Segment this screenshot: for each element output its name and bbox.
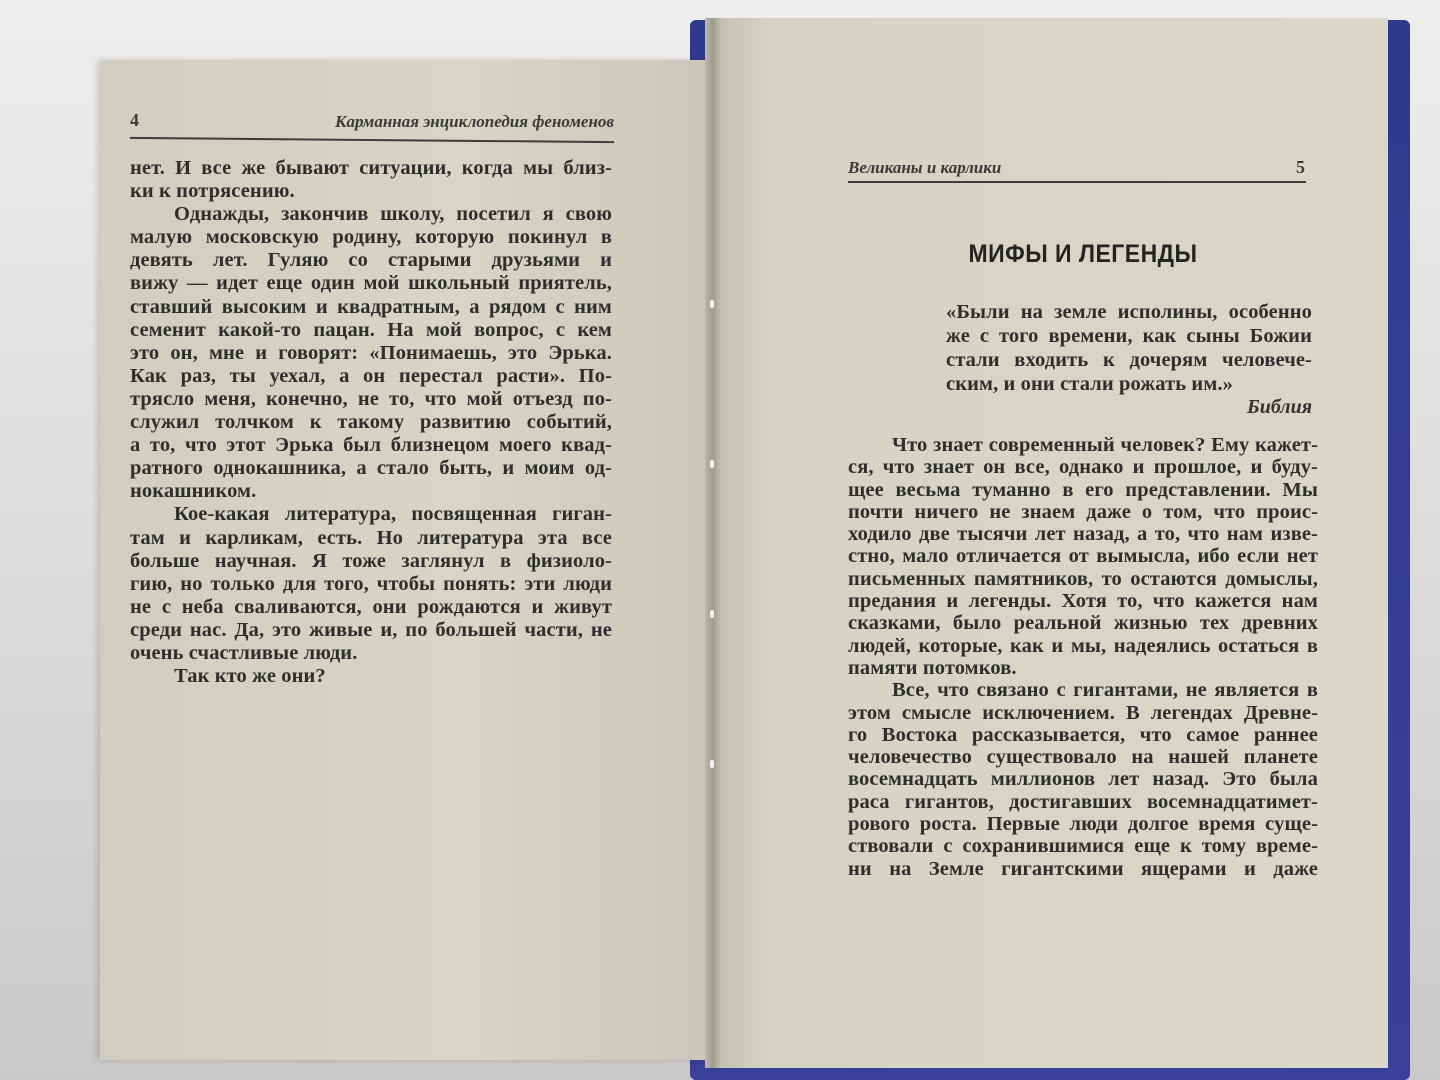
text-line: ни на Земле гигантскими ящерами и даже (848, 857, 1318, 880)
text-line: раса гигантов, достигавших восемнадцатимет- (848, 790, 1318, 813)
text-line: почти ничего не знаем даже о том, что проис- (848, 500, 1318, 523)
text-line: вижу — идет еще один мой школьный приятель, (130, 272, 612, 295)
text-line: ставший высоким и квадратным, а рядом с ним (130, 295, 612, 318)
running-head-left: Карманная энциклопедия феноменов (335, 112, 614, 131)
text-line: нокашником. (130, 480, 257, 503)
text-line: памяти потомков. (848, 656, 1017, 679)
text-line: этом смысле исключением. В легендах Древне- (848, 701, 1318, 724)
text-line: а то, что этот Эрька был близнецом моего квад- (130, 434, 612, 457)
text-line: девять лет. Гуляю со старыми друзьями и (130, 249, 612, 272)
epigraph-line: стали входить к дочерям человече- (946, 349, 1312, 371)
epigraph-source: Библия (1247, 396, 1312, 418)
text-line: Однажды, закончив школу, посетил я свою (174, 203, 612, 226)
text-line: больше научная. Я тоже заглянул в физиоло- (130, 549, 612, 572)
text-line: Так кто же они? (174, 665, 326, 688)
book-gutter (705, 18, 721, 1068)
text-line: ходило две тысячи лет назад, а то, что нам изве- (848, 523, 1318, 546)
epigraph (946, 300, 1312, 396)
binding-stitch (710, 760, 714, 768)
left-page-body (130, 157, 612, 688)
epigraph-line: же с того времени, как сыны Божии (946, 325, 1312, 347)
text-line: Как раз, ты уехал, а он перестал расти». По- (130, 364, 612, 387)
text-line: ки к потрясению. (130, 180, 295, 203)
epigraph-line: ским, и они стали рожать им.» (946, 373, 1233, 395)
chapter-title: МИФЫ И ЛЕГЕНДЫ (968, 240, 1198, 268)
text-line: человечество существовало на нашей планете (848, 746, 1318, 769)
text-line: служил толчком к такому развитию событий, (130, 411, 612, 434)
text-line: ся, что знает он все, однако и прошлое, и буду- (848, 456, 1318, 479)
page-number-right: 5 (1296, 157, 1305, 177)
text-line: Все, что связано с гигантами, не является в (892, 679, 1318, 702)
text-line: очень счастливые люди. (130, 641, 358, 664)
text-line: го Востока рассказывается, что самое раннее (848, 723, 1318, 746)
text-line: Что знает современный человек? Ему кажет- (892, 434, 1318, 456)
running-head-left-wrap (262, 112, 614, 132)
text-line: письменных памятников, то остаются домыслы, (848, 567, 1318, 590)
header-rule-right (848, 181, 1306, 183)
running-head-right: Великаны и карлики (848, 158, 1002, 177)
page-number-left: 4 (130, 110, 139, 130)
text-line: рового роста. Первые люди долгое время суще- (848, 813, 1318, 836)
text-line: не с неба сваливаются, они рождаются и живут (130, 595, 612, 618)
text-line: гию, но только для того, чтобы понять: эти люди (130, 572, 612, 595)
text-line: там и карликам, есть. Но литература эта все (130, 526, 612, 549)
text-line: стно, мало отличается от вымысла, ибо если нет (848, 545, 1318, 568)
text-line: предания и легенды. Хотя то, что кажется нам (848, 590, 1318, 613)
epigraph-line: «Были на земле исполины, особенно (946, 301, 1312, 323)
text-line: это он, мне и говорят: «Понимаешь, это Эрька. (130, 341, 612, 364)
right-page-body (848, 434, 1318, 880)
text-line: восемнадцать миллионов лет назад. Это была (848, 768, 1318, 791)
binding-stitch (710, 300, 714, 308)
binding-stitch (710, 460, 714, 468)
text-line: людей, которые, как и мы, надеялись остаться в (848, 634, 1318, 657)
text-line: среди нас. Да, это живые и, по большей части, не (130, 618, 612, 641)
running-head-right-wrap (848, 158, 1001, 178)
text-line: Кое-какая литература, посвященная гиган- (174, 503, 612, 526)
text-line: щее весьма туманно в его представлении. Мы (848, 478, 1318, 501)
text-line: нет. И все же бывают ситуации, когда мы близ- (130, 157, 612, 179)
text-line: ствовали с сохранившимися еще к тому време- (848, 835, 1318, 858)
text-line: трясло меня, конечно, не то, что мой отъезд по- (130, 387, 612, 410)
text-line: сказками, было реальной жизнью тех древних (848, 612, 1318, 635)
binding-stitch (710, 610, 714, 618)
text-line: малую московскую родину, которую покинул в (130, 226, 612, 249)
text-line: семенит какой-то пацан. На мой вопрос, с кем (130, 318, 612, 341)
text-line: ратного однокашника, а стало быть, и моим од- (130, 457, 612, 480)
